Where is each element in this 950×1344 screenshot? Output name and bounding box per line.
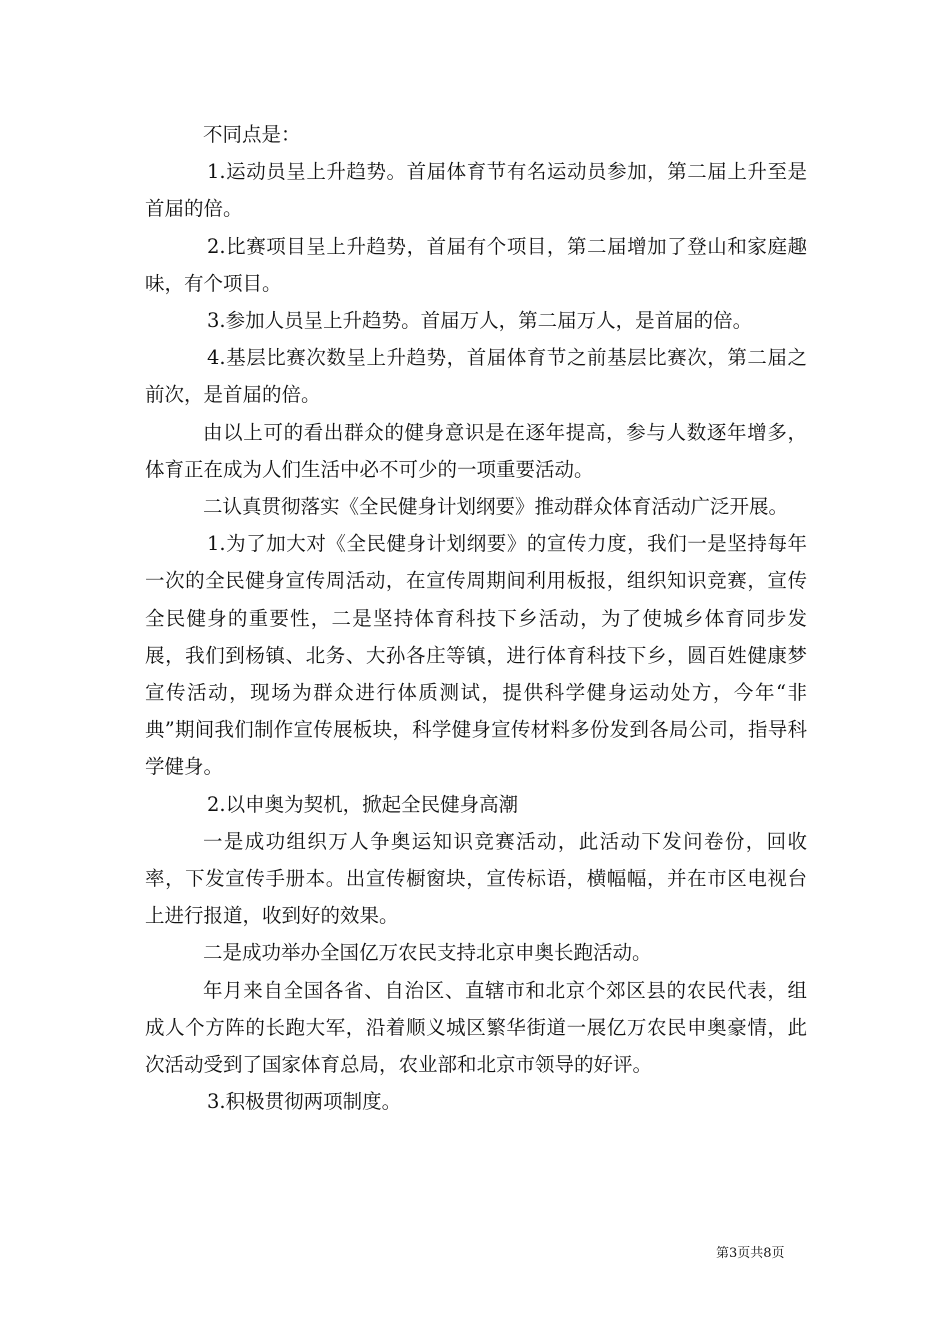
paragraph-quiz: 一是成功组织万人争奥运知识竞赛活动，此活动下发问卷份，回收率，下发宣传手册本。出宣传橱窗块，宣传标语，横幅幅，并在市区电视台上进行报道，收到好的效果。 bbox=[145, 829, 807, 928]
paragraph-grassroots: 4.基层比赛次数呈上升趋势，首届体育节之前基层比赛次，第二届之前次，是首届的倍。 bbox=[145, 346, 807, 407]
paragraph-events: 2.比赛项目呈上升趋势，首届有个项目，第二届增加了登山和家庭趣味，有个项目。 bbox=[145, 234, 807, 295]
paragraph-athletes: 1.运动员呈上升趋势。首届体育节有名运动员参加，第二届上升至是首届的倍。 bbox=[145, 160, 807, 221]
paragraph-publicity: 1.为了加大对《全民健身计划纲要》的宣传力度，我们一是坚持每年一次的全民健身宣传周活动，在宣传周期间利用板报，组织知识竞赛，宣传全民健身的重要性，二是坚持体育科技下乡活动，为了使城乡体育同步发展，我们到杨镇、北务、大孙各庄等镇，进行体育科技下乡，圆百姓健康梦宣传活动，现场为群众进行体质测试，提供科学健身运动处方，今年“非典”期间我们制作宣传展板块，科学健身宣传材料多份发到各局公司，指导科学健身。 bbox=[145, 532, 807, 779]
paragraph-olympic-bid: 2.以申奥为契机，掀起全民健身高潮 bbox=[207, 792, 519, 816]
paragraph-participants: 3.参加人员呈上升趋势。首届万人，第二届万人，是首届的倍。 bbox=[207, 309, 753, 333]
page-number-footer: 第3页共8页 bbox=[716, 1246, 785, 1261]
body-text bbox=[145, 116, 807, 1120]
paragraph-farmers: 年月来自全国各省、自治区、直辖市和北京个郊区县的农民代表，组成人个方阵的长跑大军，沿着顺义城区繁华街道一展亿万农民申奥豪情，此次活动受到了国家体育总局，农业部和北京市领导的好评。 bbox=[145, 978, 807, 1077]
paragraph-run: 二是成功举办全国亿万农民支持北京申奥长跑活动。 bbox=[203, 941, 652, 965]
paragraph-two-systems: 3.积极贯彻两项制度。 bbox=[207, 1090, 402, 1114]
paragraph-differences-heading: 不同点是： bbox=[203, 123, 301, 146]
paragraph-conclusion: 由以上可的看出群众的健身意识是在逐年提高，参与人数逐年增多，体育正在成为人们生活中必不可少的一项重要活动。 bbox=[145, 420, 807, 481]
paragraph-section-two: 二认真贯彻落实《全民健身计划纲要》推动群众体育活动广泛开展。 bbox=[203, 495, 789, 519]
